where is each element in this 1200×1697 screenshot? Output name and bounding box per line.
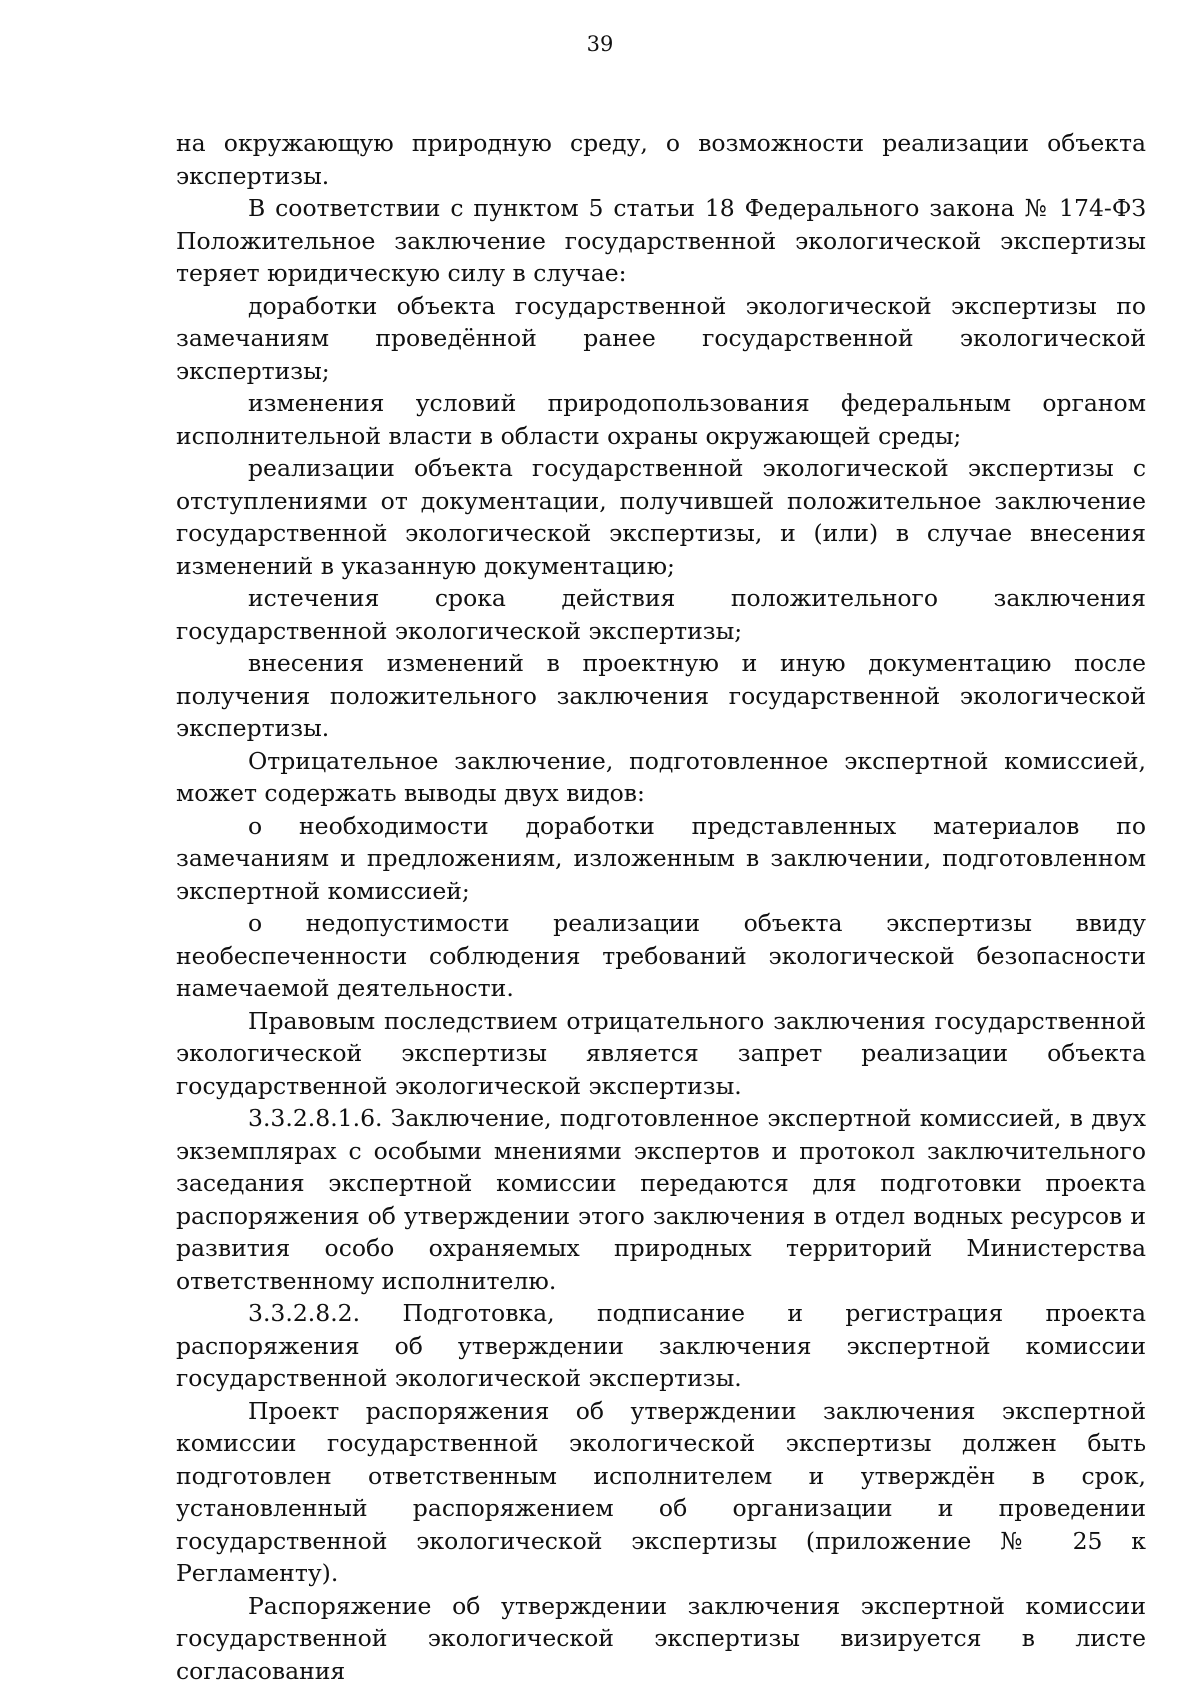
page-number: 39 — [586, 32, 614, 56]
paragraph: В соответствии с пунктом 5 статьи 18 Федерального закона № 174-ФЗ Положительное заключение государственной экологической экспертизы теряет юридическую силу в случае: — [176, 194, 1146, 287]
list-item: о недопустимости реализации объекта экспертизы ввиду необеспеченности соблюдения требований экологической безопасности намечаемой деятельности. — [176, 909, 1146, 1002]
list-item: изменения условий природопользования федеральным органом исполнительной власти в области охраны окружающей среды; — [176, 389, 1146, 450]
section-paragraph: 3.3.2.8.1.6. Заключение, подготовленное экспертной комиссией, в двух экземплярах с особыми мнениями экспертов и протокол заключительного заседания экспертной комиссии передаются для подготовки проекта распоряжения об утверждении этого заключения в отдел водных ресурсов и развития особо охраняемых природных территорий Министерства ответственному исполнителю. — [176, 1104, 1146, 1295]
paragraph: Проект распоряжения об утверждении заключения экспертной комиссии государственной экологической экспертизы должен быть подготовлен ответственным исполнителем и утверждён в срок, установленный распоряжением об организации и проведении государственной экологической экспертизы (приложение № 25 к Регламенту). — [176, 1396, 1146, 1587]
section-paragraph: 3.3.2.8.2. Подготовка, подписание и регистрация проекта распоряжения об утверждении заключения экспертной комиссии государственной экологической экспертизы. — [176, 1299, 1146, 1392]
paragraph: Отрицательное заключение, подготовленное экспертной комиссией, может содержать выводы двух видов: — [176, 746, 1146, 807]
list-item: внесения изменений в проектную и иную документацию после получения положительного заключения государственной экологической экспертизы. — [176, 649, 1146, 742]
list-item: о необходимости доработки представленных материалов по замечаниям и предложениям, изложенным в заключении, подготовленном экспертной комиссией; — [176, 811, 1146, 905]
paragraph-continuation: на окружающую природную среду, о возможности реализации объекта экспертизы. — [176, 129, 1146, 190]
list-item: доработки объекта государственной экологической экспертизы по замечаниям проведённой ранее государственной экологической экспертизы; — [176, 291, 1146, 385]
paragraph: Распоряжение об утверждении заключения экспертной комиссии государственной экологической экспертизы визируется в листе согласования — [176, 1591, 1146, 1685]
paragraph: Правовым последствием отрицательного заключения государственной экологической экспертизы является запрет реализации объекта государственной экологической экспертизы. — [176, 1006, 1146, 1100]
list-item: реализации объекта государственной экологической экспертизы с отступлениями от документации, получившей положительное заключение государственной экологической экспертизы, и (или) в случае внесения изменений в указанную документацию; — [176, 454, 1146, 580]
list-item: истечения срока действия положительного заключения государственной экологической экспертизы; — [176, 584, 1146, 645]
document-body — [176, 127, 1146, 1687]
